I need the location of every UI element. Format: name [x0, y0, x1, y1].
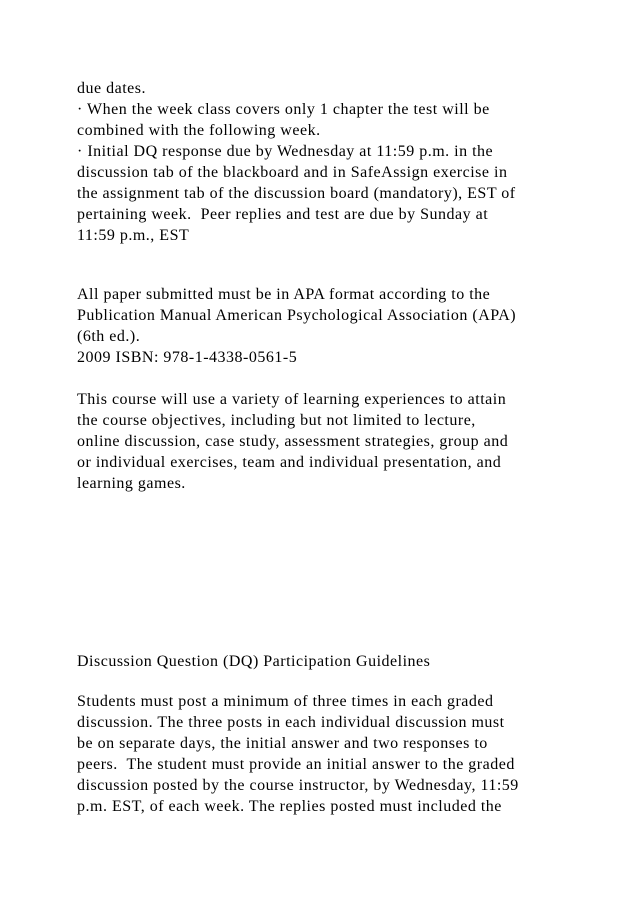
text-line: online discussion, case study, assessment strategies, group and — [77, 433, 509, 450]
text-line: (6th ed.). — [77, 328, 141, 345]
text-line: This course will use a variety of learning experiences to attain — [77, 391, 507, 408]
text-line: learning games. — [77, 475, 186, 492]
text-line: discussion tab of the blackboard and in SafeAssign exercise in — [77, 164, 508, 181]
bullet-text-line: · Initial DQ response due by Wednesday at 11:59 p.m. in the — [77, 143, 494, 160]
text-line: Publication Manual American Psychological Association (APA) — [77, 307, 517, 324]
text-line: p.m. EST, of each week. The replies posted must included the — [77, 798, 502, 815]
text-line: the course objectives, including but not limited to lecture, — [77, 412, 476, 429]
bullet-text-line: · When the week class covers only 1 chapter the test will be — [77, 101, 490, 118]
text-line: All paper submitted must be in APA format according to the — [77, 286, 491, 303]
text-line: the assignment tab of the discussion board (mandatory), EST of — [77, 185, 516, 202]
text-line: pertaining week. Peer replies and test are due by Sunday at — [77, 206, 489, 223]
text-line: peers. The student must provide an initial answer to the graded — [77, 756, 515, 773]
text-line: 11:59 p.m., EST — [77, 227, 190, 244]
text-line: 2009 ISBN: 978-1-4338-0561-5 — [77, 349, 298, 366]
section-heading: Discussion Question (DQ) Participation Guidelines — [77, 653, 431, 670]
text-line: be on separate days, the initial answer and two responses to — [77, 735, 488, 752]
text-line: discussion. The three posts in each individual discussion must — [77, 714, 505, 731]
text-line: or individual exercises, team and individual presentation, and — [77, 454, 502, 471]
text-line: combined with the following week. — [77, 122, 321, 139]
text-line: discussion posted by the course instructor, by Wednesday, 11:59 — [77, 777, 519, 794]
text-line: due dates. — [77, 80, 146, 97]
text-line: Students must post a minimum of three times in each graded — [77, 693, 494, 710]
